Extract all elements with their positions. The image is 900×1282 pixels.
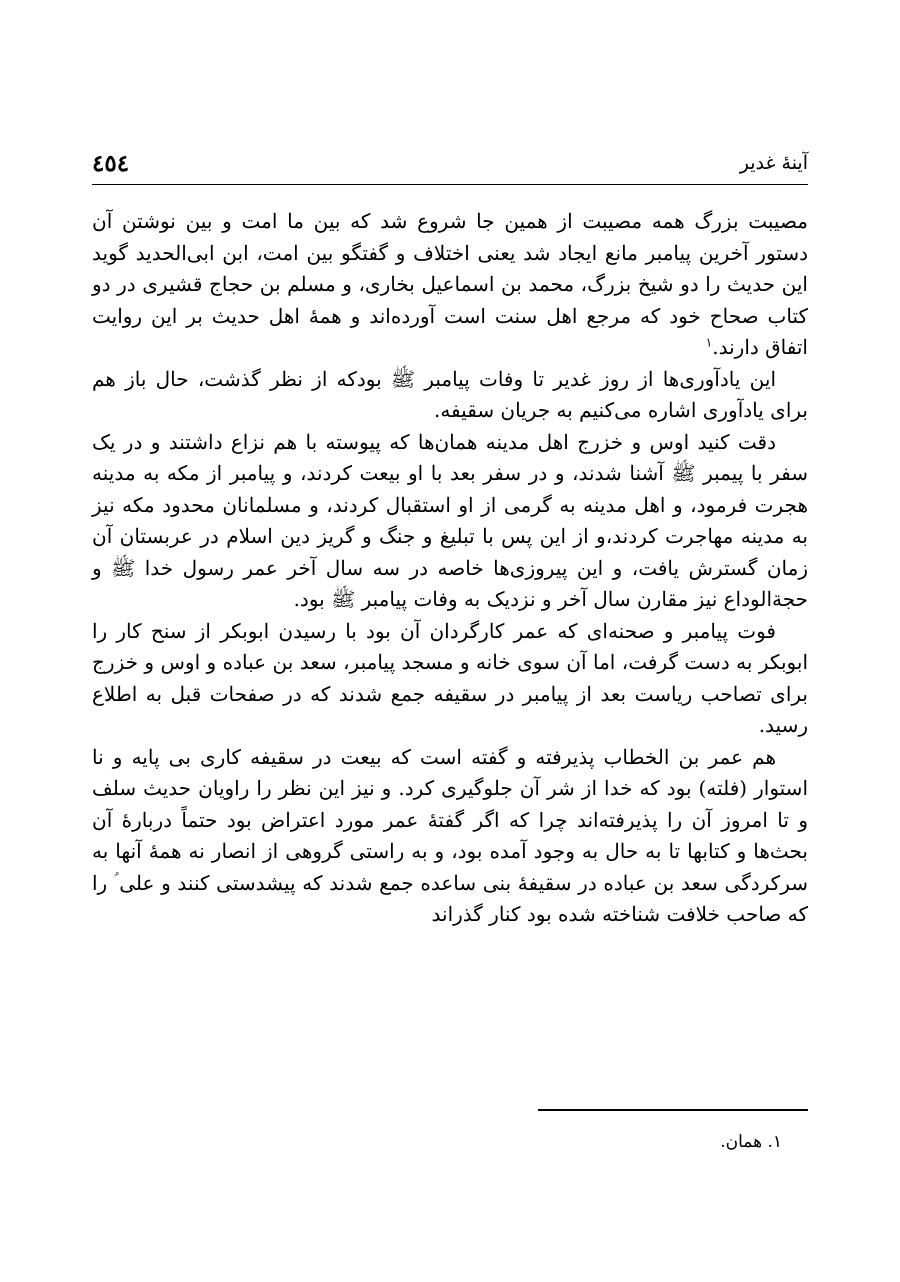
paragraph-5: هم عمر بن الخطاب پذیرفته و گفته است که بیعت در سقیفه کاری بی پایه و نا استوار (فلته) بود که خدا از شر آن جلوگیری کرد. و نیز این نظر را راویان حدیث سلف و تا امروز آن را پذیرفته‌اند چرا که اگر گفتهٔ عمر مورد اعتراض بود حتماً دربارهٔ آن بحث‌ها و کتابها تا به حال به وجود آمده بود، و به راستی گروهی از انصار نه همهٔ آنها به سرکردگی سعد بن عباده در سقیفهٔ بنی ساعده جمع شدند که پیشدستی کنند و علی ؑ را که صاحب خلافت شناخته شده بود کنار گذراند [92, 744, 809, 926]
paragraph-1-text: مصیبت بزرگ همه مصیبت از همین جا شروع شد که بین ما امت و بین نوشتن آن دستور آخرین پیامبر مانع ایجاد شد یعنی اختلاف و گفتگو بین امت، ابن ابی‌الحدید گوید این حدیث را دو شیخ بزرگ، محمد بن اسماعیل بخاری، و مسلم بن حجاج قشیری در دو کتاب صحاح خود که مرجع اهل سنت است آورده‌اند و همهٔ اهل حدیث بر این روایت اتفاق دارند. [92, 209, 808, 359]
page-number: ٤٥٤ [92, 150, 130, 177]
paragraph-3: دقت کنید اوس و خزرج اهل مدینه همان‌ها که پیوسته با هم نزاع داشتند و در یک سفر با پیمبر ﷺ آشنا شدند، و در سفر بعد با او بیعت کردند، و پیامبر از مکه به مدینه هجرت فرمود، و اهل مدینه به گرمی از او استقبال کردند، و مسلمانان محدود مکه نیز به مدینه مهاجرت کردند،و از این پس با تبلیغ و جنگ و گریز دین اسلام در عربستان آن زمان گسترش یافت، و این پیروزی‌ها خاصه در سه سال آخر عمر رسول خدا ﷺ و حجةالوداع نیز مقارن سال آخر و نزدیک به وفات پیامبر ﷺ بود. [92, 429, 808, 611]
footnote-rule [538, 1109, 808, 1111]
body-text [92, 206, 808, 931]
paragraph-4: فوت پیامبر و صحنه‌ای که عمر کارگردان آن بود با رسیدن ابوبکر از سنح کار را ابوبکر به دست گرفت، اما آن سوی خانه و مسجد پیامبر، سعد بن عباده و اوس و خزرج برای تصاحب ریاست بعد از پیامبر در سقیفه جمع شدند که در صفحات قبل به اطلاع رسید. [92, 618, 809, 737]
paragraph-1 [92, 206, 808, 364]
footnote-marker[interactable]: ١ [705, 335, 713, 350]
footnote: ١. همان. [720, 1132, 782, 1152]
header-rule [92, 184, 808, 185]
paragraph-2: این یادآوری‌ها از روز غدیر تا وفات پیامبر ﷺ بودکه از نظر گذشت، حال باز هم برای یادآوری اشاره می‌کنیم به جریان سقیفه. [92, 366, 808, 422]
running-title: آینهٔ غدیر [739, 152, 808, 174]
